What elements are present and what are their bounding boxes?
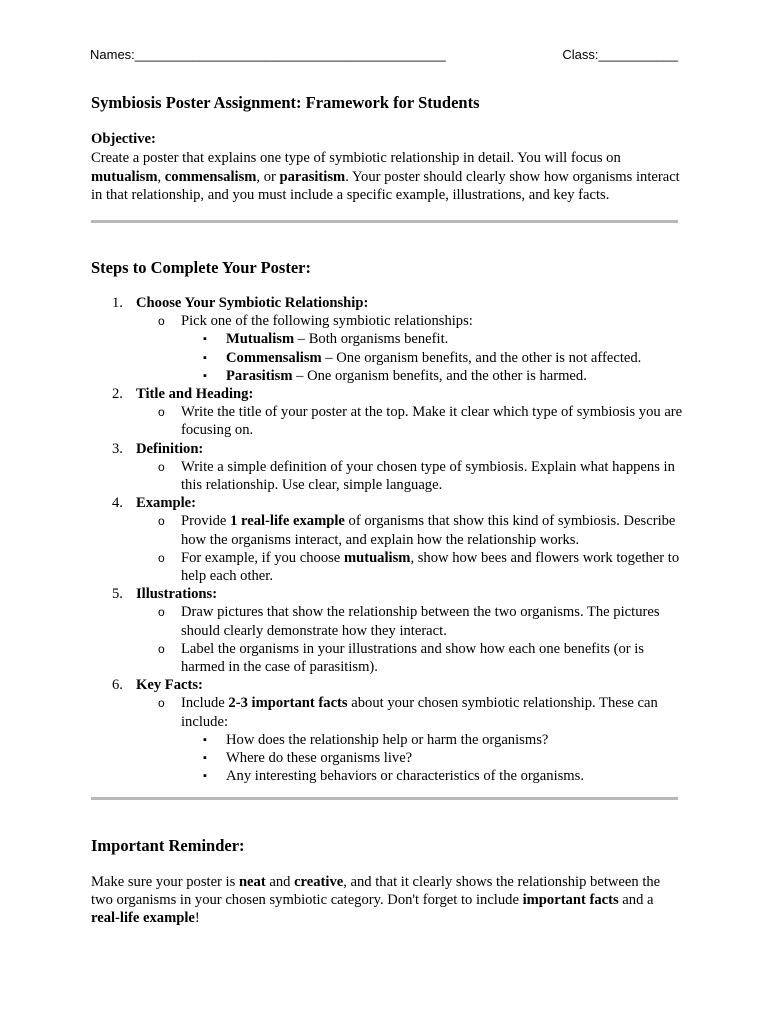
step-title: Definition: xyxy=(136,440,204,457)
circle-bullet-icon: o xyxy=(158,605,165,620)
step-subitem xyxy=(91,458,683,494)
text-part: ! xyxy=(194,910,200,927)
text-part: Include xyxy=(181,695,229,712)
step-title: Key Facts: xyxy=(136,677,203,694)
step-subitem-text: Draw pictures that show the relationship between the two organisms. The pictures should clearly demonstrate how they interact. xyxy=(181,604,660,639)
step-title: Choose Your Symbiotic Relationship: xyxy=(136,295,369,311)
steps-heading: Steps to Complete Your Poster: xyxy=(91,258,311,277)
step-item xyxy=(91,494,683,512)
text-part: For example, if you choose xyxy=(181,549,344,566)
objective-text xyxy=(91,149,683,205)
text-part: , and that it clearly shows the relationship between the two organisms in your chosen symbiotic category. Don't forget to include xyxy=(91,874,661,909)
relationship-type-name: Mutualism xyxy=(226,331,295,348)
relationship-type-item xyxy=(91,367,683,385)
step-subitem-text xyxy=(181,513,675,547)
emphasis-text: neat xyxy=(238,874,266,890)
class-label: Class: xyxy=(562,47,599,62)
step-subitem xyxy=(91,403,683,439)
text-part: about your chosen symbiotic relationship. These can include: xyxy=(181,695,658,730)
relationship-type-desc: – One organism benefits, and the other is harmed. xyxy=(292,367,587,384)
relationship-type-item xyxy=(91,330,683,348)
step-subitem xyxy=(91,312,683,330)
step-item xyxy=(91,294,683,312)
term-mutualism: mutualism xyxy=(91,168,158,185)
emphasis-text: 1 real-life example xyxy=(230,513,345,530)
step-number: 2. xyxy=(112,386,123,403)
relationship-type-desc: – Both organisms benefit. xyxy=(294,331,449,348)
step-subitem-text xyxy=(181,695,658,729)
term-commensalism: commensalism xyxy=(164,168,257,185)
step-number: 3. xyxy=(112,440,123,457)
key-fact-item xyxy=(91,767,683,785)
steps-list xyxy=(91,294,683,785)
objective-text-part: , or xyxy=(256,168,280,185)
circle-bullet-icon: o xyxy=(158,696,165,711)
step-item xyxy=(91,440,683,458)
emphasis-text: important facts xyxy=(522,892,619,909)
key-fact-item xyxy=(91,731,683,749)
circle-bullet-icon: o xyxy=(158,514,165,529)
step-number: 4. xyxy=(112,495,123,512)
key-fact-item xyxy=(91,749,683,767)
names-field[interactable] xyxy=(90,47,446,62)
objective-text-part: . Your poster should clearly show how organisms interact in that relationship, and you must include a specific example, illustrations, and key facts. xyxy=(91,168,680,203)
square-bullet-icon: ▪ xyxy=(203,752,207,765)
step-number: 6. xyxy=(112,677,123,694)
text-part: of organisms that show this kind of symbiosis. Describe how the organisms interact, and explain how the relationship works. xyxy=(181,513,676,548)
class-blank-line: ___________ xyxy=(598,47,678,62)
reminder-text xyxy=(91,873,683,928)
step-title: Title and Heading: xyxy=(136,386,254,403)
text-part: Provide xyxy=(181,513,231,530)
class-field[interactable] xyxy=(562,47,678,62)
header-fields xyxy=(90,47,678,67)
emphasis-text: creative xyxy=(294,874,344,890)
text-part: and a xyxy=(618,892,654,909)
document-title: Symbiosis Poster Assignment: Framework for Students xyxy=(91,93,480,112)
emphasis-text: mutualism xyxy=(343,549,411,566)
step-subitem-text xyxy=(181,550,679,584)
step-item xyxy=(91,585,683,603)
key-fact-text: Any interesting behaviors or characteristics of the organisms. xyxy=(226,768,584,785)
circle-bullet-icon: o xyxy=(158,314,165,329)
text-part: , show how bees and flowers work together to help each other. xyxy=(181,549,680,585)
objective-text-part: Create a poster that explains one type of symbiotic relationship in detail. You will focus on xyxy=(91,150,621,166)
step-item xyxy=(91,385,683,403)
text-part: and xyxy=(265,874,295,890)
step-title: Illustrations: xyxy=(136,586,218,603)
term-parasitism: parasitism xyxy=(279,168,346,185)
circle-bullet-icon: o xyxy=(158,641,165,656)
step-number: 1. xyxy=(112,295,123,311)
square-bullet-icon: ▪ xyxy=(203,770,207,783)
square-bullet-icon: ▪ xyxy=(203,733,207,746)
horizontal-divider xyxy=(91,220,678,223)
objective-text-part: , xyxy=(157,168,165,185)
square-bullet-icon: ▪ xyxy=(203,369,207,382)
key-fact-text: Where do these organisms live? xyxy=(226,750,413,767)
relationship-type-name: Commensalism xyxy=(226,349,322,366)
step-subitem xyxy=(91,512,683,548)
step-title: Example: xyxy=(136,495,196,512)
objective-label: Objective: xyxy=(91,131,156,147)
step-subitem xyxy=(91,549,683,585)
circle-bullet-icon: o xyxy=(158,550,165,565)
step-subitem xyxy=(91,603,683,639)
horizontal-divider xyxy=(91,797,678,800)
key-fact-text: How does the relationship help or harm the organisms? xyxy=(226,731,549,748)
step-subitem-text: Write a simple definition of your chosen type of symbiosis. Explain what happens in this relationship. Use clear, simple language. xyxy=(181,458,675,494)
step-subitem xyxy=(91,640,683,676)
text-part: Make sure your poster is xyxy=(91,874,239,890)
step-subitem-text: Label the organisms in your illustrations and show how each one benefits (or is harmed in the case of parasitism). xyxy=(181,640,644,676)
step-number: 5. xyxy=(112,586,123,603)
step-subitem xyxy=(91,694,683,730)
step-subitem-text: Write the title of your poster at the top. Make it clear which type of symbiosis you are focusing on. xyxy=(181,404,683,439)
relationship-type-desc: – One organism benefits, and the other is not affected. xyxy=(321,349,642,366)
emphasis-text: real-life example xyxy=(91,910,195,927)
square-bullet-icon: ▪ xyxy=(203,351,207,364)
relationship-type-name: Parasitism xyxy=(226,367,293,384)
names-label: Names: xyxy=(90,47,135,62)
square-bullet-icon: ▪ xyxy=(203,333,207,346)
emphasis-text: 2-3 important facts xyxy=(228,695,348,712)
reminder-heading: Important Reminder: xyxy=(91,836,245,855)
circle-bullet-icon: o xyxy=(158,405,165,420)
names-blank-line: ___________________________________________ xyxy=(134,47,446,62)
relationship-type-item xyxy=(91,349,683,367)
step-item xyxy=(91,676,683,694)
step-subitem-text: Pick one of the following symbiotic relationships: xyxy=(181,313,473,330)
circle-bullet-icon: o xyxy=(158,459,165,474)
